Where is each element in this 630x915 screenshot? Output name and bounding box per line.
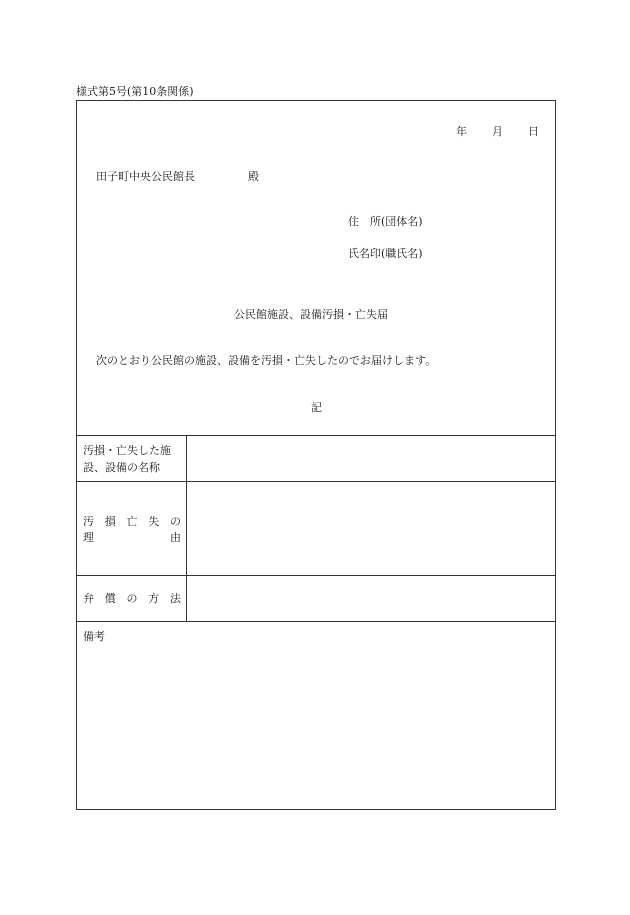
date-month: 月	[492, 125, 503, 138]
row2-char: 失	[148, 515, 160, 528]
row3-char: 方	[148, 592, 160, 605]
date-year: 年	[456, 125, 467, 138]
divider	[76, 621, 556, 622]
ki-mark: 記	[311, 401, 322, 414]
row1-label-line2: 設、設備の名称	[83, 461, 160, 474]
row2-char: 理	[83, 531, 94, 544]
row1-label-line1: 汚損・亡失した施	[83, 444, 171, 457]
date-day: 日	[528, 125, 539, 138]
row2-char: 損	[104, 515, 116, 528]
addressee-honorific: 殿	[248, 170, 259, 183]
remarks-label: 備考	[83, 630, 105, 643]
row3-char: 償	[104, 592, 116, 605]
divider	[76, 575, 556, 576]
row2-char: 亡	[126, 515, 138, 528]
column-divider	[186, 435, 187, 621]
name-seal-label: 氏名印(職氏名)	[348, 247, 423, 260]
addressee-name: 田子町中央公民館長	[96, 170, 195, 183]
row3-char: の	[126, 592, 138, 605]
document-title: 公民館施設、設備汚損・亡失届	[234, 308, 388, 321]
form-number-label: 様式第5号(第10条関係)	[76, 85, 194, 98]
divider	[76, 435, 556, 436]
row2-label-line2	[83, 532, 181, 543]
row2-char: の	[170, 515, 181, 528]
row2-char: 由	[170, 531, 181, 544]
statement-text: 次のとおり公民館の施設、設備を汚損・亡失したのでお届けします。	[96, 354, 437, 367]
address-label: 住 所(団体名)	[348, 215, 423, 228]
row2-label-line1	[83, 516, 181, 527]
row2-char: 汚	[83, 515, 94, 528]
divider	[76, 481, 556, 482]
row3-label	[83, 593, 181, 604]
row3-char: 弁	[83, 592, 94, 605]
row3-char: 法	[170, 592, 181, 605]
